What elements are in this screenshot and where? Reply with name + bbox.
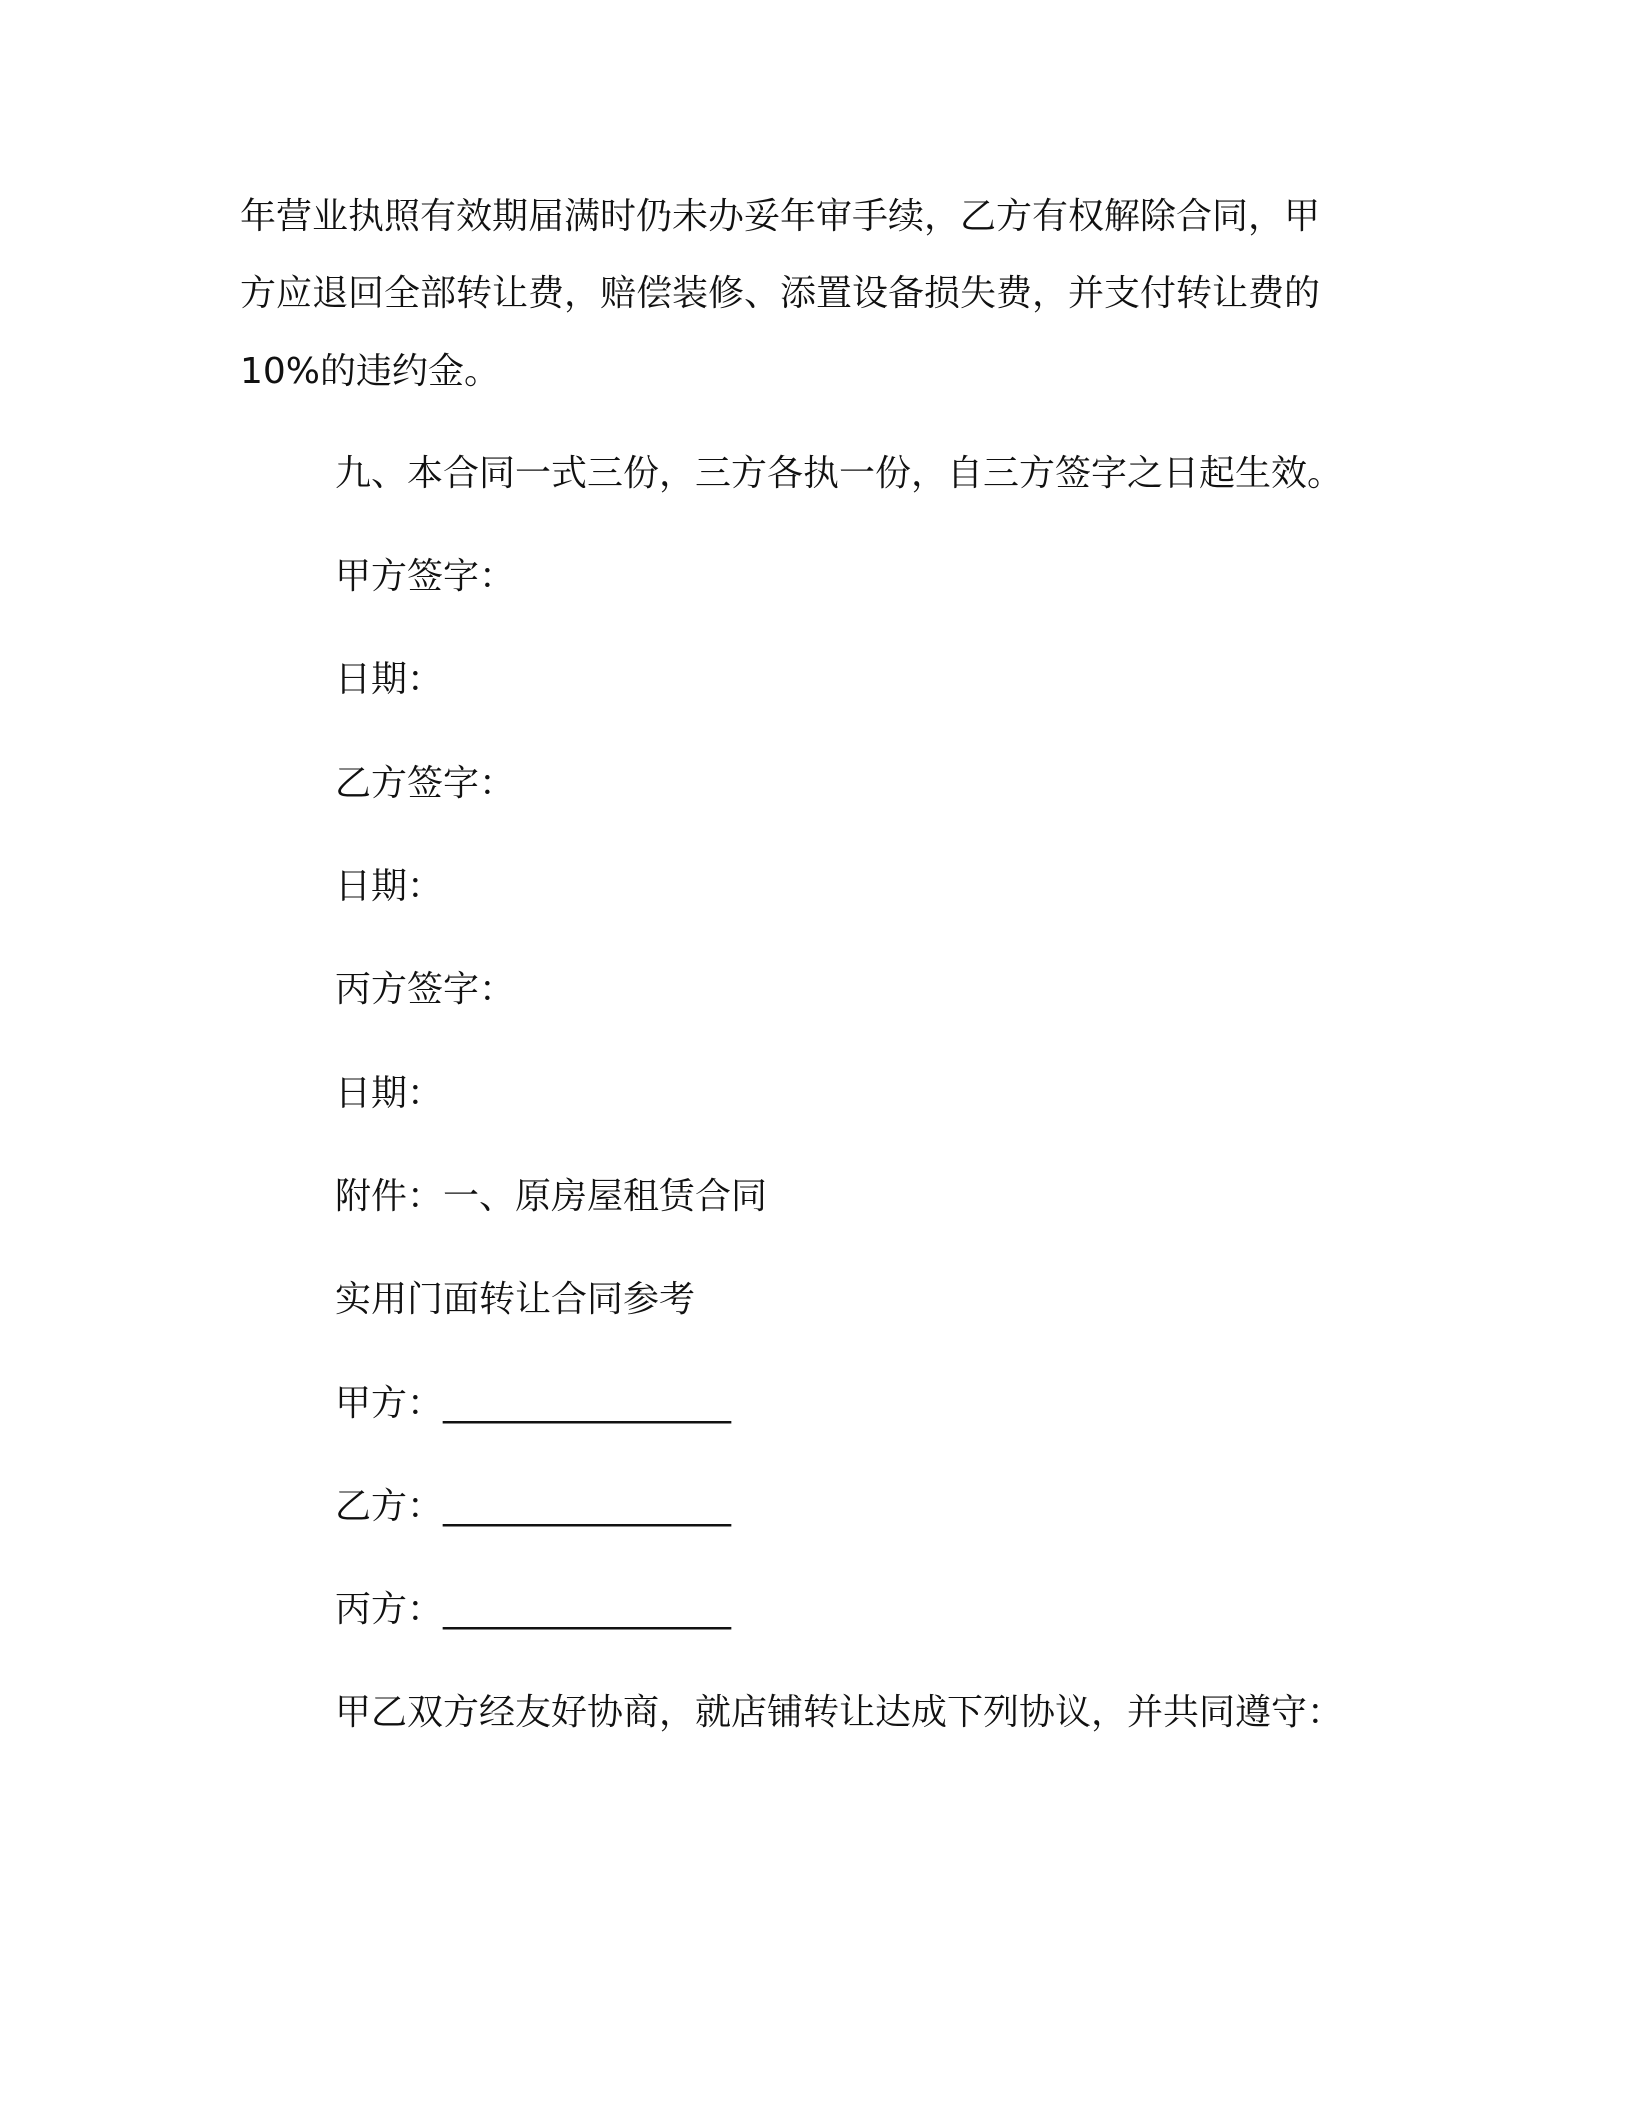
party-a-date-label: 日期： — [335, 659, 444, 700]
party-a-signature-label: 甲方签字： — [335, 556, 516, 597]
party-a-field: 甲方：________________ — [335, 1383, 732, 1424]
party-c-date-label: 日期： — [335, 1073, 444, 1114]
party-c-signature-label: 丙方签字： — [335, 969, 516, 1010]
party-b-date-label: 日期： — [335, 866, 444, 907]
party-c-field: 丙方：________________ — [335, 1589, 732, 1630]
clause-nine: 九、本合同一式三份，三方各执一份，自三方签字之日起生效。 — [335, 453, 1344, 494]
party-b-signature-label: 乙方签字： — [335, 763, 516, 804]
attachment-note: 附件：一、原房屋租赁合同 — [335, 1176, 768, 1217]
party-b-field: 乙方：________________ — [335, 1486, 732, 1527]
paragraph-line-2: 方应退回全部转让费，赔偿装修、添置设备损失费，并支付转让费的 — [240, 273, 1321, 314]
second-contract-title: 实用门面转让合同参考 — [335, 1279, 696, 1320]
paragraph-line-3: 10%的违约金。 — [240, 351, 501, 392]
agreement-intro: 甲乙双方经友好协商，就店铺转让达成下列协议，并共同遵守： — [335, 1692, 1344, 1733]
paragraph-line-1: 年营业执照有效期届满时仍未办妥年审手续，乙方有权解除合同，甲 — [240, 196, 1321, 237]
